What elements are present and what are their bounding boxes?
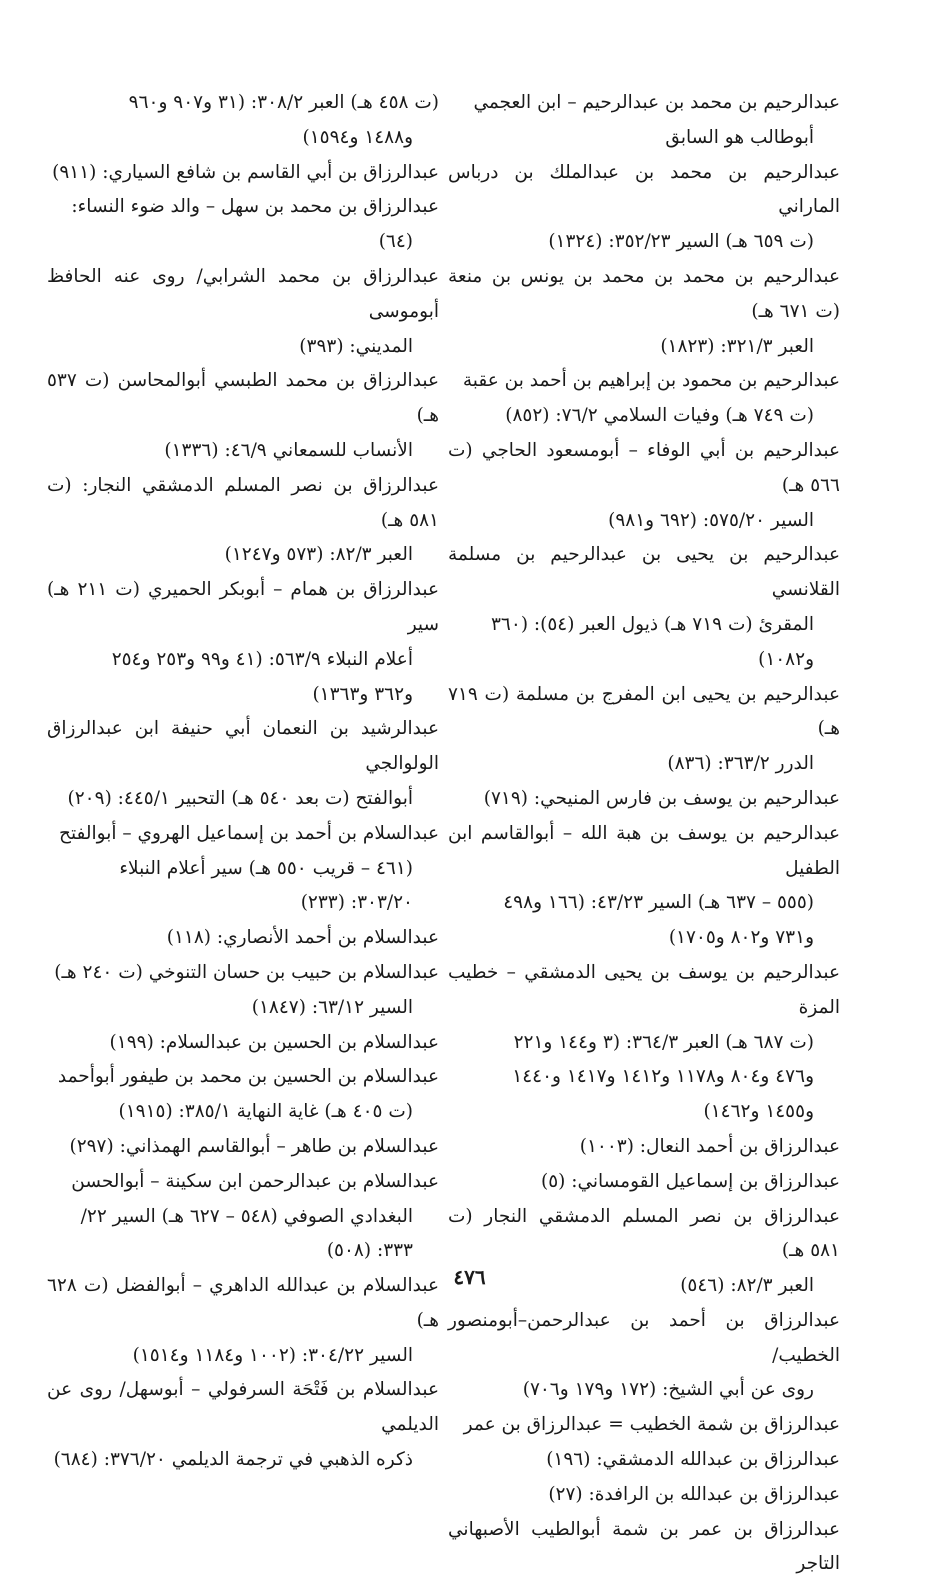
- index-entry: [448, 956, 840, 1130]
- index-entry: [47, 156, 439, 191]
- entry-heading: عبدالسلام بن حبيب بن حسان التنوخي (ت ٢٤٠ هـ): [54, 961, 439, 983]
- index-entry: [448, 1408, 840, 1443]
- index-entry: [448, 364, 840, 434]
- entry-heading: عبدالرحيم بن يحيى بن عبدالرحيم بن مسلمة القلانسي: [448, 544, 840, 601]
- entry-continuation: العبر ٣٢١/٣: (١٨٢٣): [660, 335, 814, 357]
- index-entry: [448, 156, 840, 260]
- entry-continuation: (٥٥٥ – ٦٣٧ هـ) السير ٤٣/٢٣: (١٦٦ و٤٩٨: [503, 892, 814, 914]
- entry-continuation: (ت ٦٨٧ هـ) العبر ٣٦٤/٣: (٣ و١٤٤ و٢٢١: [513, 1031, 814, 1053]
- index-entry: [47, 1165, 439, 1269]
- entry-heading: عبدالسلام بن الحسين بن محمد بن طيفور أبوأحمد: [57, 1066, 439, 1088]
- index-entry: [47, 573, 439, 712]
- index-entry: [448, 1443, 840, 1478]
- index-entry: [47, 1373, 439, 1477]
- entry-continuation: (ت ٧٤٩ هـ) وفيات السلامي ٧٦/٢: (٨٥٢): [505, 405, 814, 427]
- index-entry: [448, 1513, 840, 1582]
- entry-heading: (ت ٤٥٨ هـ) العبر ٣٠٨/٢: (٣١ و٩٠٧ و٩٦٠: [128, 92, 439, 113]
- entry-continuation: السير ٣٠٤/٢٢: (١٠٠٢ و١١٨٤ و١٥١٤): [132, 1344, 413, 1366]
- entry-heading: عبدالرحيم بن أبي الوفاء – أبومسعود الحاجي (ت ٥٦٦ هـ): [448, 439, 840, 496]
- entry-heading: عبدالرزاق بن نصر المسلم الدمشقي النجار (ت ٥٨١ هـ): [448, 1205, 840, 1262]
- index-entry: [47, 190, 439, 260]
- entry-continuation: أعلام النبلاء ٥٦٣/٩: (٤١ و٩٩ و٢٥٣ و٢٥٤: [111, 648, 413, 670]
- right-column: [448, 86, 840, 1582]
- entry-heading: عبدالرزاق بن محمد بن سهل – والد ضوء النساء:: [71, 196, 439, 218]
- entry-heading: عبدالرشيد بن النعمان أبي حنيفة ابن عبدالرزاق الولوالجي: [47, 718, 439, 775]
- index-entry: [448, 1478, 840, 1513]
- index-entry: [448, 434, 840, 538]
- entry-heading: عبدالرزاق بن عبدالله الدمشقي: (١٩٦): [546, 1449, 840, 1471]
- index-entry: [47, 86, 439, 156]
- index-entry: [47, 469, 439, 573]
- entry-heading: عبدالسلام بن فَتْحَة السرفولي – أبوسهل/ روى عن الديلمي: [47, 1379, 439, 1436]
- entry-heading: عبدالرحيم بن يحيى ابن المفرج بن مسلمة (ت ٧١٩ هـ): [448, 683, 840, 740]
- entry-continuation: السير ٥٧٥/٢٠: (٦٩٢ و٩٨١): [608, 509, 814, 531]
- entry-continuation: المقرئ (ت ٧١٩ هـ) ذيول العبر (٥٤): (٣٦٠: [491, 613, 814, 635]
- entry-continuation: البغدادي الصوفي (٥٤٨ – ٦٢٧ هـ) السير ٢٢/: [80, 1205, 413, 1227]
- entry-continuation: المديني: (٣٩٣): [299, 335, 413, 357]
- index-entry: [448, 782, 840, 817]
- index-entry: [448, 1165, 840, 1200]
- entry-heading: عبدالرزاق بن إسماعيل القومساني: (٥): [540, 1170, 840, 1192]
- index-entry: [47, 1130, 439, 1165]
- entry-continuation: و١٤٥٥ و١٤٦٢): [703, 1101, 814, 1123]
- entry-heading: عبدالرزاق بن أحمد بن عبدالرحمن–أبومنصور الخطيب/: [448, 1309, 840, 1366]
- entry-heading: عبدالرزاق بن أبي القاسم بن شافع السياري: (٩١١): [52, 161, 439, 183]
- entry-continuation: و١٠٨٢): [758, 648, 814, 670]
- entry-continuation: (٤٦١ – قريب ٥٥٠ هـ) سير أعلام النبلاء: [119, 857, 413, 879]
- index-entry: [47, 921, 439, 956]
- entry-continuation: (ت ٤٠٥ هـ) غاية النهاية ٣٨٥/١: (١٩١٥): [118, 1101, 413, 1123]
- index-entry: [448, 1130, 840, 1165]
- entry-heading: عبدالرحيم بن يوسف بن فارس المنيحي: (٧١٩): [483, 787, 840, 809]
- entry-heading: عبدالسلام بن أحمد الأنصاري: (١١٨): [166, 927, 439, 949]
- entry-heading: عبدالرزاق بن أحمد النعال: (١٠٠٣): [579, 1135, 840, 1157]
- entry-heading: عبدالرزاق بن محمد الشرابي/ روى عنه الحافظ أبوموسى: [47, 265, 439, 322]
- entry-heading: عبدالرزاق بن همام – أبوبكر الحميري (ت ٢١١ هـ) سير: [47, 579, 439, 635]
- entry-continuation: أبوالفتح (ت بعد ٥٤٠ هـ) التحبير ٤٤٥/١: (٢٠٩): [67, 787, 413, 809]
- index-entry: [448, 538, 840, 677]
- entry-heading: عبدالرزاق بن محمد الطبسي أبوالمحاسن (ت ٥٣٧ هـ): [47, 370, 439, 427]
- entry-heading: عبدالرزاق بن عبدالله بن الرافدة: (٢٧): [548, 1483, 840, 1505]
- entry-heading: عبدالرحيم بن يوسف بن هبة الله – أبوالقاسم ابن الطفيل: [448, 822, 840, 879]
- entry-heading: عبدالسلام بن الحسين بن عبدالسلام: (١٩٩): [109, 1031, 439, 1053]
- entry-continuation: و٣٦٢ و١٣٦٣): [312, 683, 413, 705]
- entry-continuation: الأنساب للسمعاني ٤٦/٩: (١٣٣٦): [164, 439, 413, 461]
- index-entry: [47, 1026, 439, 1061]
- index-entry: [448, 86, 840, 156]
- entry-heading: عبدالرحيم بن محمود بن إبراهيم بن أحمد بن عقبة: [462, 370, 840, 392]
- entry-continuation: ٣٣٣: (٥٠٨): [326, 1240, 413, 1262]
- entry-continuation: ٣٠٣/٢٠: (٢٣٣): [300, 892, 413, 914]
- entry-continuation: روى عن أبي الشيخ: (١٧٢ و١٧٩ و٧٠٦): [522, 1379, 814, 1401]
- entry-continuation: ذكره الذهبي في ترجمة الديلمي ٣٧٦/٢٠: (٦٨٤): [53, 1449, 413, 1471]
- page-number: ٤٧٦: [453, 1265, 486, 1289]
- index-entry: [47, 1060, 439, 1130]
- entry-continuation: و٧٣١ و٨٠٢ و١٧٠٥): [668, 927, 814, 949]
- entry-continuation: السير ٦٣/١٢: (١٨٤٧): [251, 996, 413, 1018]
- entry-heading: عبدالرحيم بن محمد بن عبدالرحيم – ابن العجمي: [473, 92, 840, 113]
- entry-heading: عبدالسلام بن عبدالله الداهري – أبوالفضل (ت ٦٢٨ هـ): [47, 1275, 439, 1331]
- entry-heading: عبدالرحيم بن محمد بن عبدالملك بن درباس الماراني: [448, 161, 840, 218]
- index-entry: [448, 678, 840, 782]
- index-entry: [448, 260, 840, 364]
- index-entry: [47, 956, 439, 1026]
- entry-heading: عبدالسلام بن أحمد بن إسماعيل الهروي – أبوالفتح: [59, 822, 439, 844]
- entry-heading: عبدالسلام بن عبدالرحمن ابن سكينة – أبوالحسن: [71, 1170, 439, 1192]
- index-entry: [47, 712, 439, 816]
- entry-heading: عبدالسلام بن طاهر – أبوالقاسم الهمذاني: (٢٩٧): [69, 1135, 439, 1157]
- entry-continuation: (ت ٦٥٩ هـ) السير ٣٥٢/٢٣: (١٣٢٤): [548, 231, 814, 253]
- entry-continuation: العبر ٨٢/٣: (٥٧٣ و١٢٤٧): [224, 544, 413, 566]
- entry-heading: عبدالرزاق بن نصر المسلم الدمشقي النجار: (ت ٥٨١ هـ): [47, 474, 439, 531]
- entry-continuation: أبوطالب هو السابق: [665, 126, 814, 148]
- entry-heading: عبدالرزاق بن عمر بن شمة أبوالطيب الأصبهاني التاجر: [448, 1518, 840, 1575]
- entry-continuation: و١٤٨٨ و١٥٩٤): [302, 126, 413, 148]
- entry-continuation: الدرر ٣٦٣/٢: (٨٣٦): [667, 753, 814, 775]
- index-entry: [448, 817, 840, 956]
- entry-continuation: و٤٧٦ و٨٠٤ و١١٧٨ و١٤١٢ و١٤١٧ و١٤٤٠: [512, 1066, 814, 1088]
- entry-continuation: (٦٤): [378, 231, 413, 253]
- entry-heading: عبدالرزاق بن شمة الخطيب = عبدالرزاق بن عمر: [463, 1414, 840, 1436]
- index-entry: [47, 260, 439, 364]
- index-entry: [47, 364, 439, 468]
- entry-heading: عبدالرحيم بن محمد بن محمد بن يونس بن منعة (ت ٦٧١ هـ): [448, 265, 840, 322]
- index-entry: [47, 817, 439, 921]
- entry-continuation: العبر ٨٢/٣: (٥٤٦): [680, 1275, 814, 1297]
- entry-heading: عبدالرحيم بن يوسف بن يحيى الدمشقي – خطيب المزة: [448, 961, 840, 1018]
- index-entry: [448, 1304, 840, 1408]
